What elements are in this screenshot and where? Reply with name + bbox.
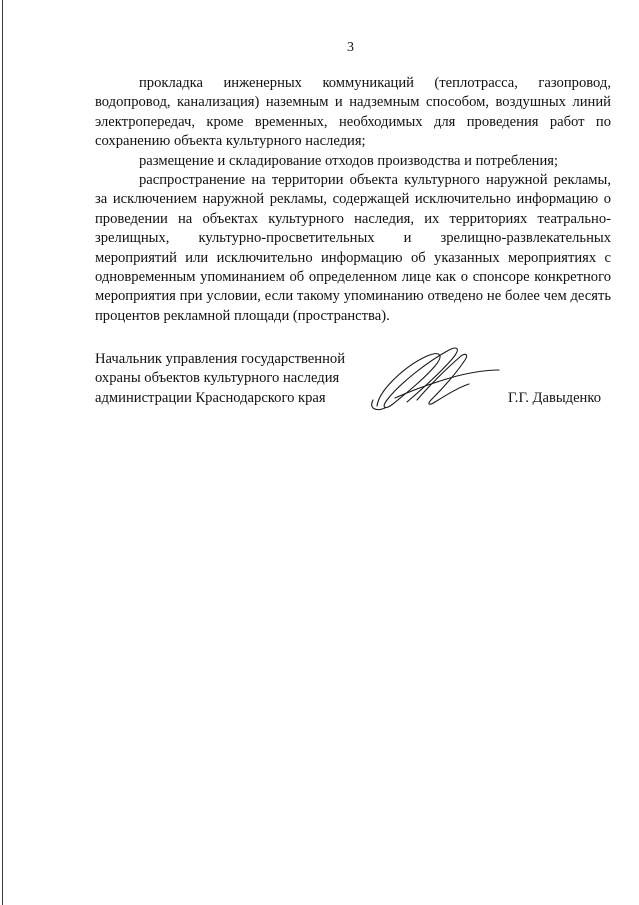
position-line-2: охраны объектов культурного наследия <box>95 370 340 387</box>
document-body <box>95 74 611 326</box>
position-line-3: администрации Краснодарского края <box>95 389 326 406</box>
page-edge-line <box>2 0 3 905</box>
paragraph-advertising: распространение на территории объекта культурного наружной рекламы, за исключением наружной рекламы, содержащей исключительно информацию о проведении на объектах культурного наследия, их территориях театрально-зрелищных, культурно-просветительных и зрелищно-развлекательных мероприятий или исключительно информацию об указанных мероприятиях с одновременным упоминанием об определенном лице как о спонсоре конкретного мероприятия при условии, если такому упоминанию отведено не более чем десять процентов рекламной площади (пространства). <box>95 172 611 324</box>
signer-position <box>95 350 385 408</box>
handwritten-signature <box>365 338 505 420</box>
page-number: 3 <box>347 40 354 55</box>
signer-name: Г.Г. Давыденко <box>508 390 602 406</box>
position-line-1: Начальник управления государственной <box>95 351 346 367</box>
paragraph-utilities: прокладка инженерных коммуникаций (теплотрасса, газопровод, водопровод, канализация) наземным и надземным способом, воздушных линий электропередач, кроме временных, необходимых для проведения работ по сохранению объекта культурного наследия; <box>95 75 611 150</box>
signature-strokes <box>372 348 499 410</box>
paragraph-waste: размещение и складирование отходов производства и потребления; <box>139 152 559 169</box>
